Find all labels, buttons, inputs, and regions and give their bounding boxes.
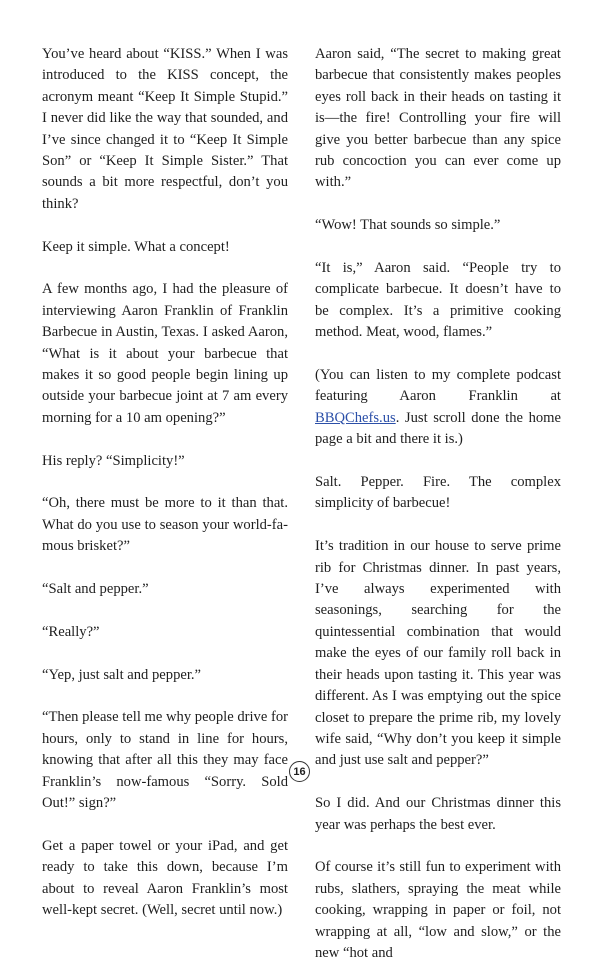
podcast-text-after: . Just scroll done the home page a bit and there it is.) <box>315 409 561 448</box>
paragraph-salt-pepper-fire: Salt. Pepper. Fire. The complex simplicity of barbecue! <box>315 474 561 512</box>
paragraph-keep-it-simple: Keep it simple. What a concept! <box>42 238 230 255</box>
paragraph-salt-and-pepper: “Salt and pepper.” <box>42 581 149 598</box>
paragraph-really: “Really?” <box>42 623 100 640</box>
left-column <box>42 44 288 922</box>
paragraph-podcast <box>315 365 561 451</box>
paragraph-christmas-dinner: So I did. And our Christmas dinner this year was perhaps the best ever. <box>315 795 561 833</box>
podcast-text-before: (You can listen to my complete podcast featuring Aaron Franklin at <box>315 367 561 405</box>
paragraph-wow-simple: “Wow! That sounds so simple.” <box>315 217 501 234</box>
page-number: 16 <box>289 761 310 782</box>
right-column <box>315 44 561 964</box>
bbqchefs-link[interactable]: BBQChefs.us <box>315 409 396 426</box>
paragraph-kiss-intro: You’ve heard about “KISS.” When I was introduced to the KISS concept, the acronym meant “Keep It Simple Stupid.” I never did like the way that sounded, and I’ve since changed it to “Keep It Simple Son” or “Keep It Simple Sister.” That sounds a bit more respectful, don’t you think? <box>42 46 288 212</box>
paragraph-franklin-interview: A few months ago, I had the pleasure of interviewing Aaron Franklin of Franklin Barbecue in Austin, Texas. I asked Aaron, “What is it about your barbecue that makes it so good people begin lining up outside your barbecue joint at 7 am every morning for a 10 am opening?” <box>42 281 288 426</box>
paragraph-season-question: “Oh, there must be more to it than that. What do you use to season your world-famous brisket?” <box>42 495 288 555</box>
paragraph-primitive-method: “It is,” Aaron said. “People try to complicate barbecue. It doesn’t have to be complex. It’s a primitive cooking method. Meat, wood, flames.” <box>315 260 561 341</box>
paragraph-fire-secret: Aaron said, “The secret to making great barbecue that consistently makes peoples eyes roll back in their heads on tasting it is—the fire! Controlling your fire will give you better barbecue than any spice rub concoction you can ever come up with.” <box>315 46 561 191</box>
paragraph-lines-question: “Then please tell me why people drive for hours, only to stand in line for hours, knowing that after all this they may face Franklin’s now-famous “Sorry. Sold Out!” sign?” <box>42 709 288 812</box>
paragraph-christmas-tradition: It’s tradition in our house to serve prime rib for Christmas dinner. In past years, I’ve always experimented with seasonings, searching for the quintessential combination that would make the eyes of our family roll back in their heads upon tasting it. This year was different. As I was emptying out the spice closet to prepare the prime rib, my lovely wife said, “Why don’t you keep it simple and just use salt and pepper?” <box>315 538 561 769</box>
paragraph-reveal-secret: Get a paper towel or your iPad, and get ready to take this down, because I’m about to reveal Aaron Franklin’s most well-kept secret. (Well, secret until now.) <box>42 837 288 919</box>
paragraph-simplicity-reply: His reply? “Simplicity!” <box>42 452 185 469</box>
paragraph-experiment: Of course it’s still fun to experiment with rubs, slathers, spraying the meat while cooking, wrapping in paper or foil, not wrapping at all, “low and slow,” or the new “hot and <box>315 859 561 961</box>
paragraph-just-salt-pepper: “Yep, just salt and pepper.” <box>42 666 202 683</box>
